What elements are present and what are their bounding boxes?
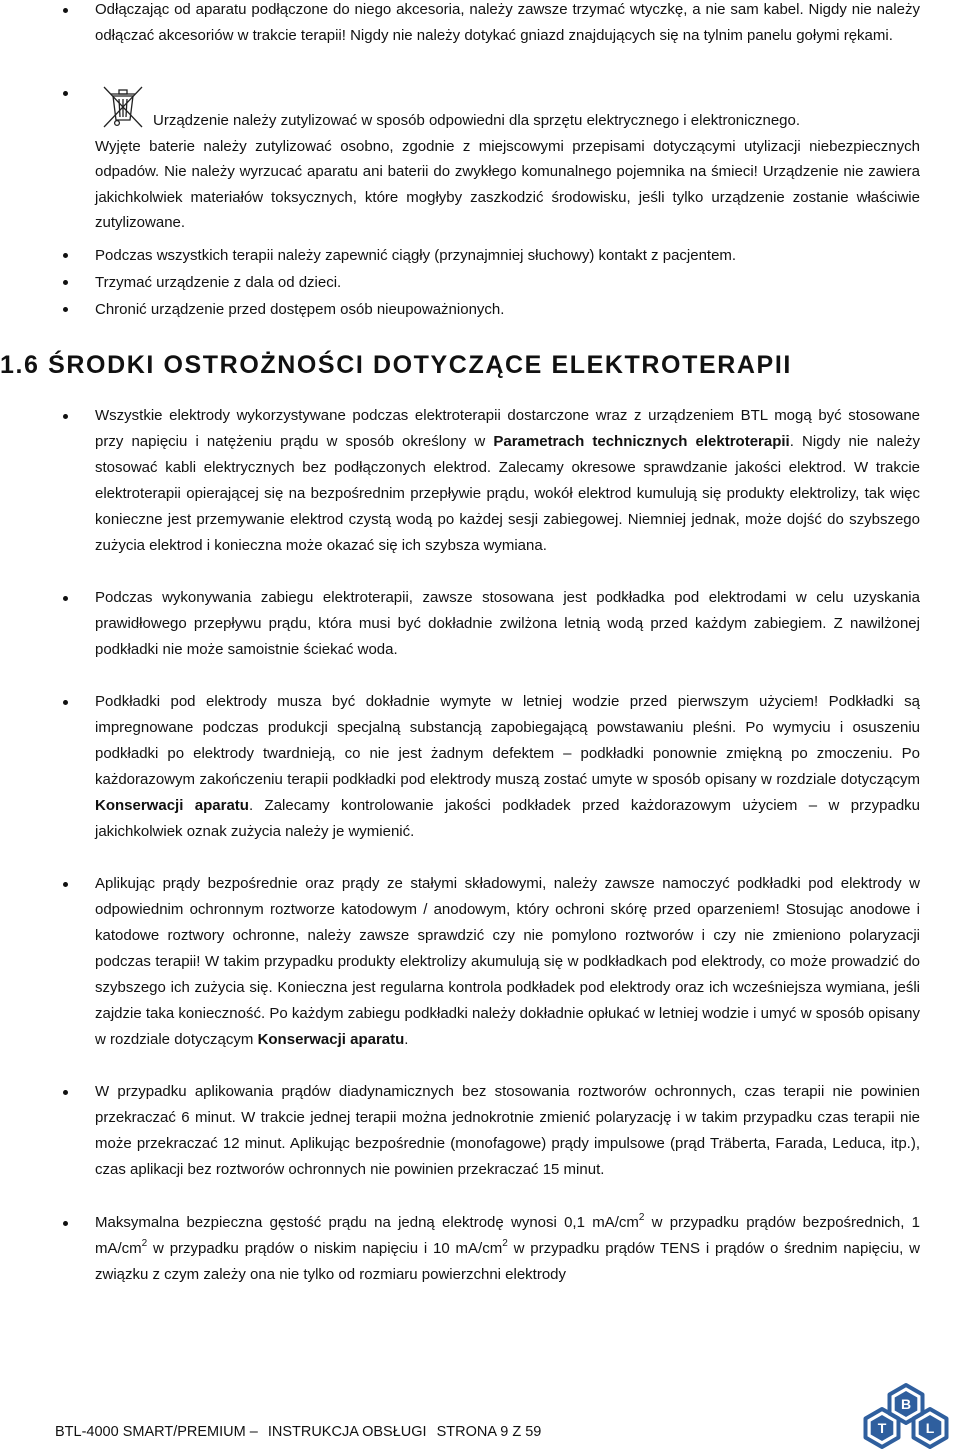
list-item: [0, 1079, 960, 1183]
list-item: [0, 0, 960, 80]
bold-reference: Konserwacji aparatu: [257, 1031, 405, 1048]
bold-reference: Konserwacji aparatu: [95, 797, 249, 814]
page-footer: [55, 1421, 541, 1443]
list-item: [0, 689, 960, 845]
list-item: [0, 403, 960, 559]
logo-letter: L: [925, 1420, 935, 1436]
bullet-text-lead: Urządzenie należy zutylizować w sposób odpowiedni dla sprzętu elektrycznego i elektronicznego.: [153, 112, 801, 129]
bold-reference: Parametrach technicznych elektroterapii: [493, 433, 790, 450]
superscript: 2: [502, 1238, 508, 1249]
bullet-text: Aplikując prądy bezpośrednie oraz prądy ze stałymi składowymi, należy zawsze namoczyć podkładki pod elektrody w odpowiednim ochronnym roztworze katodowym / anodowym, który ochroni skórę przed oparzeniem! Stosując anodowe i katodowe roztwory ochronne, należy zawsze sprawdzić czy nie pomylono roztworów i czy nie zmieniono polaryzacji podczas terapii! W takim przypadku produkty elektrolizy akumulują się w podkładkach pod elektrody, co może prowadzić do szybszego ich zużycia się. Konieczna jest regularna kontrola podkładek pod elektrody oraz ich wcześniejsza wymiana, jeśli zajdzie taka konieczność. Po każdym zabiegu podkładki należy dokładnie opłukać w letniej wodzie i umyć w sposób opisany w rozdziale dotyczącym: [95, 875, 920, 1048]
bullet-text: Podkładki pod elektrody musza być dokładnie wymyte w letniej wodzie przed pierwszym użyciem! Podkładki są impregnowane podczas produkcji specjalną substancją zapobiegającą powstawaniu pleśni. Po wymyciu i osuszeniu podkładki po elektrody twardnieją, co nie jest żadnym defektem – podkładki ponownie zmiękną po zmoczeniu. Po każdorazowym zakończeniu terapii podkładki pod elektrody muszą zostać umyte w sposób opisany w rozdziale dotyczącym: [95, 693, 920, 788]
bullet-text: Wyjęte baterie należy zutylizować osobno, zgodnie z miejscowymi przepisami dotyczącymi utylizacji niebezpiecznych odpadów. Nie należy wyrzucać aparatu ani baterii do zwykłego komunalnego pojemnika na śmieci! Urządzenie nie zawiera jakichkolwiek materiałów toksycznych, które mogłyby zaszkodzić środowisku, jeśli tylko urządzenie zostanie właściwie zutylizowane.: [95, 137, 920, 231]
safety-bullet-list-2: [0, 242, 960, 323]
superscript: 2: [638, 1212, 645, 1223]
electrotherapy-bullet-list: [0, 403, 960, 1288]
list-item: [0, 1210, 960, 1288]
bullet-text: . Zalecamy kontrolowanie jakości podkładek przed każdorazowym użyciem – w przypadku jakichkolwiek oznak zużycia należy je wymienić.: [95, 797, 920, 840]
bullet-text: Odłączając od aparatu podłączone do niego akcesoria, należy zawsze trzymać wtyczkę, a nie sam kabel. Nigdy nie należy odłączać akcesoriów w trakcie terapii! Nigdy nie należy dotykać gniazd znajdujących się na tylnim panelu gołymi rękami.: [95, 1, 920, 44]
bullet-text: Podczas wszystkich terapii należy zapewnić ciągły (przynajmniej słuchowy) kontakt z pacjentem.: [95, 247, 737, 264]
bullet-text: . Nigdy nie należy stosować kabli elektrycznych bez podłączonych elektrod. Zalecamy okresowe sprawdzanie jakości elektrod. W trakcie elektroterapii opierającej się na bezpośrednim przepływie prądu, wokół elektrod kumulują się produkty elektrolizy, tak więc konieczne jest przemywanie elektrod czystą wodą po każdej sesji zabiegowej. Niemniej jednak, może dojść do szybszego zużycia elektrod i konieczna może okazać się ich szybsza wymiana.: [95, 433, 921, 554]
footer-model: BTL-4000 SMART/PREMIUM –: [55, 1424, 258, 1440]
bullet-text: .: [404, 1031, 409, 1048]
bullet-text: w przypadku prądów o niskim napięciu i 10 mA/cm: [147, 1240, 503, 1257]
list-item: [0, 269, 960, 296]
btl-logo-icon: [858, 1381, 954, 1451]
list-item: [0, 296, 960, 323]
footer-page-number: STRONA 9 Z 59: [436, 1424, 542, 1440]
crossed-out-wheelie-bin-icon: [100, 84, 146, 130]
bullet-text: Maksymalna bezpieczna gęstość prądu na jedną elektrodę wynosi 0,1 mA/cm: [95, 1214, 639, 1231]
list-item: [0, 871, 960, 1053]
bullet-text: Trzymać urządzenie z dala od dzieci.: [95, 274, 342, 291]
bullet-text: Chronić urządzenie przed dostępem osób nieupoważnionych.: [95, 301, 505, 318]
bullet-text: Wszystkie elektrody wykorzystywane podczas elektroterapii dostarczone wraz z urządzeniem BTL mogą być stosowane przy napięciu i natężeniu prądu w sposób określony w: [95, 407, 920, 450]
footer-doc-title: INSTRUKCJA OBSŁUGI: [267, 1424, 427, 1440]
logo-letter: B: [900, 1396, 912, 1412]
section-heading: 1.6 ŚRODKI OSTROŻNOŚCI DOTYCZĄCE ELEKTROTERAPII: [0, 351, 792, 379]
list-item: [0, 585, 960, 663]
list-item: [0, 242, 960, 269]
bullet-text: w przypadku prądów TENS i prądów o średnim napięciu, w związku z czym zależy ona nie tylko od rozmiaru powierzchni elektrody: [95, 1240, 920, 1283]
logo-letter: T: [877, 1420, 887, 1436]
bullet-text: Podczas wykonywania zabiegu elektroterapii, zawsze stosowana jest podkładka pod elektrodami w celu uzyskania prawidłowego przepływu prądu, która musi być dokładnie zwilżona letnią wodą przed każdym zabiegiem. Z nawilżonej podkładki nie może samoistnie ściekać woda.: [95, 589, 920, 658]
superscript: 2: [141, 1238, 148, 1249]
bullet-text: W przypadku aplikowania prądów diadynamicznych bez stosowania roztworów ochronnych, czas terapii nie powinien przekraczać 6 minut. W trakcie jednej terapii można jednokrotnie zmienić polaryzację i w takim przypadku czas terapii nie może przekraczać 12 minut. Aplikując bezpośrednie (monofagowe) prądy impulsowe (prąd Träberta, Farada, Leduca, itp.), czas aplikacji bez roztworów ochronnych nie powinien przekraczać 15 minut.: [95, 1083, 920, 1178]
bullet-text: w przypadku prądów bezpośrednich, 1 mA/cm: [95, 1214, 920, 1257]
